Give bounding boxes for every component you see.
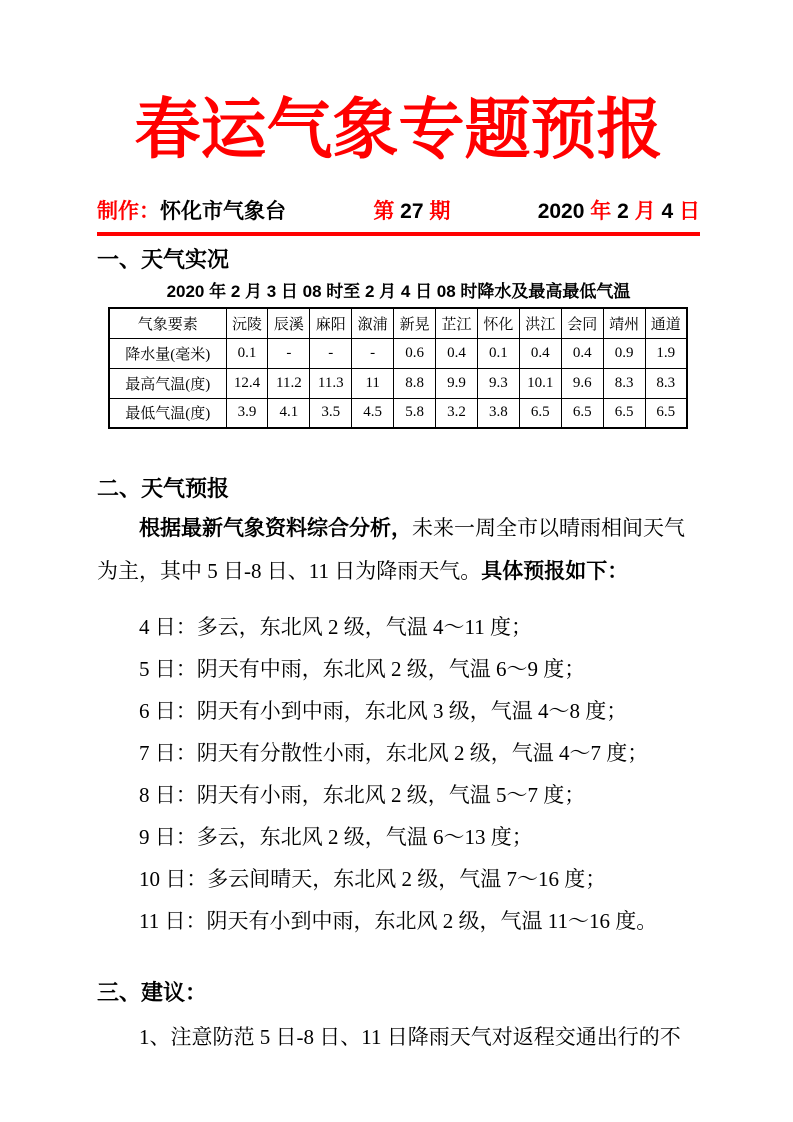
column-header-element: 气象要素 [109,308,226,338]
column-header-station: 新晃 [394,308,436,338]
cell-value: 0.4 [519,338,561,368]
column-header-station: 怀化 [477,308,519,338]
cell-value: - [352,338,394,368]
issue-date [538,200,700,223]
section3-heading: 三、建议： [97,980,208,1005]
row-label: 最低气温(度) [109,398,226,428]
weather-table [108,307,688,429]
cell-value: 3.8 [477,398,519,428]
forecast-line: 4 日：多云，东北风 2 级，气温 4～11 度； [139,615,532,639]
cell-value: 6.5 [603,398,645,428]
cell-value: 0.4 [436,338,478,368]
cell-value: 5.8 [394,398,436,428]
column-header-station: 洪江 [519,308,561,338]
weather-table-caption: 2020 年 2 月 3 日 08 时至 2 月 4 日 08 时降水及最高最低气温 [166,282,631,301]
table-row [109,368,687,398]
cell-value: 8.3 [603,368,645,398]
column-header-station: 靖州 [603,308,645,338]
issue-prefix: 第 [373,200,401,223]
date-unit-char: 日 [678,200,700,223]
forecast-line: 7 日：阴天有分散性小雨，东北风 2 级，气温 4～7 度； [139,741,649,765]
cell-value: 10.1 [519,368,561,398]
producer-label: 制作： [97,200,160,223]
weather-table-body [109,338,687,428]
intro-bold-lead: 根据最新气象资料综合分析， [139,517,412,540]
cell-value: 0.4 [561,338,603,368]
column-header-station: 会同 [561,308,603,338]
column-header-station: 溆浦 [352,308,394,338]
column-header-station: 芷江 [436,308,478,338]
forecast-line: 5 日：阴天有中雨，东北风 2 级，气温 6～9 度； [139,657,586,681]
intro-regular-text: 未来一周全市以晴雨相间天气为主，其中 5 日-8 日、11 日为降雨天气。 [97,516,685,583]
section2-heading: 二、天气预报 [97,476,230,501]
cell-value: 12.4 [226,368,268,398]
cell-value: 4.1 [268,398,310,428]
weather-table-header-row [109,308,687,338]
issue-number [373,200,450,223]
cell-value: 6.5 [561,398,603,428]
intro-bold-tail: 具体预报如下： [481,560,629,583]
cell-value: 4.5 [352,398,394,428]
table-row [109,338,687,368]
document-meta-line [97,200,700,223]
forecast-line: 8 日：阴天有小雨，东北风 2 级，气温 5～7 度； [139,783,586,807]
cell-value: 9.6 [561,368,603,398]
forecast-intro-paragraph [97,507,700,593]
cell-value: 3.2 [436,398,478,428]
cell-value: 3.9 [226,398,268,428]
document-title: 春运气象专题预报 [134,94,663,167]
issue-suffix: 期 [423,200,451,223]
column-header-station: 通道 [645,308,687,338]
column-header-station: 麻阳 [310,308,352,338]
producer [97,200,286,223]
cell-value: 3.5 [310,398,352,428]
forecast-line: 10 日：多云间晴天，东北风 2 级，气温 7～16 度； [139,867,607,891]
column-header-station: 沅陵 [226,308,268,338]
cell-value: 11.2 [268,368,310,398]
row-label: 降水量(毫米) [109,338,226,368]
cell-value: 11 [352,368,394,398]
suggestion-list [97,1016,700,1058]
date-number: 2 [611,200,635,223]
cell-value: 0.1 [226,338,268,368]
cell-value: 1.9 [645,338,687,368]
cell-value: - [310,338,352,368]
forecast-line: 6 日：阴天有小到中雨，东北风 3 级，气温 4～8 度； [139,699,628,723]
cell-value: 0.9 [603,338,645,368]
date-number: 2020 [537,200,591,223]
date-number: 4 [655,200,679,223]
section1-heading: 一、天气实况 [97,247,230,272]
date-unit-char: 年 [590,200,612,223]
cell-value: 9.3 [477,368,519,398]
row-label: 最高气温(度) [109,368,226,398]
issue-value: 27 [400,200,424,223]
cell-value: 9.9 [436,368,478,398]
cell-value: 8.3 [645,368,687,398]
producer-name: 怀化市气象台 [160,200,286,223]
cell-value: 8.8 [394,368,436,398]
forecast-line: 11 日：阴天有小到中雨，东北风 2 级，气温 11～16 度。 [139,909,658,933]
forecast-line: 9 日：多云，东北风 2 级，气温 6～13 度； [139,825,533,849]
cell-value: 6.5 [519,398,561,428]
cell-value: - [268,338,310,368]
table-row [109,398,687,428]
header-divider [97,232,700,236]
suggestion-line: 1、注意防范 5 日-8 日、11 日降雨天气对返程交通出行的不 [139,1025,681,1049]
cell-value: 11.3 [310,368,352,398]
forecast-list [97,606,700,942]
cell-value: 6.5 [645,398,687,428]
cell-value: 0.6 [394,338,436,368]
cell-value: 0.1 [477,338,519,368]
date-unit-char: 月 [634,200,656,223]
column-header-station: 辰溪 [268,308,310,338]
